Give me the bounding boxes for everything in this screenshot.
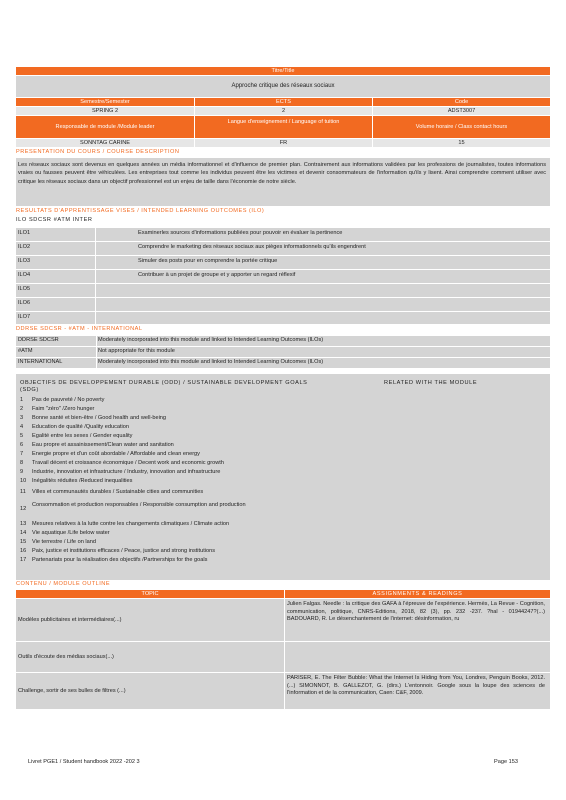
topic-text: Challenge, sortir de ses bulles de filtres (...) <box>18 688 126 694</box>
language-value: FR <box>195 139 372 147</box>
sdg-heading-right: RELATED WITH THE MODULE <box>384 380 478 386</box>
ddrse-code: #ATM <box>18 348 33 354</box>
sdg-item: 7 Energie propre et d'un coût abordable / Affordable and clean energy <box>20 451 200 457</box>
ilo-code: ILO3 <box>18 258 31 264</box>
sdg-heading-left: OBJECTIFS DE DEVELOPPEMENT DURABLE (ODD) / SUSTAINABLE DEVELOPMENT GOALS (SDG) <box>20 380 308 393</box>
ddrse-text: Moderately incorporated into this module and linked to Intended Learning Outcomes (ILOs) <box>98 337 324 343</box>
sdg-item: 15 Vie terrestre / Life on land <box>20 539 96 545</box>
assignments-header: ASSIGNMENTS & READINGS <box>285 590 550 598</box>
content-row <box>16 673 284 709</box>
reading-text: PARISER, E. The Filter Bubble: What the Internet Is Hiding from You, Londres, Penguin Books, 2012.(...) SIMONNOT, B. GALLEZOT, G. (dirs.) L'entonnoir. Google sous la loupe des sciences de l'information et de la communication, Caen: C&F, 2009. <box>287 675 545 697</box>
sdg-item: 11 Villes et communautés durables / Sustainable cities and communities <box>20 489 204 495</box>
sdg-item: 12Consommation et production responsables / Responsible consumption and production <box>20 502 246 512</box>
ilo-heading: RESULTATS D'APPRENTISSAGE VISES / INTENDED LEARNING OUTCOMES (ILO) <box>16 208 265 214</box>
ilo-row <box>16 270 550 283</box>
title-header: Titre/Title <box>16 67 550 75</box>
presentation-heading: PRESENTATION DU COURS / COURSE DESCRIPTION <box>16 149 180 155</box>
ilo-text: Contribuer à un projet de groupe et y apporter un regard réflexif <box>138 272 296 278</box>
sdg-item: 6 Eau propre et assainissement/Clean water and sanitation <box>20 442 174 448</box>
reading-cell <box>285 642 550 672</box>
semester-value: SPRING 2 <box>16 107 194 115</box>
ddrse-text: Not appropriate for this module <box>98 348 175 354</box>
sdg-item: 17 Partenariats pour la réalisation des objectifs /Partnerships for the goals <box>20 557 208 563</box>
ilo-code: ILO5 <box>18 286 31 292</box>
sdg-item: 2 Faim "zéro" /Zero hunger <box>20 406 95 412</box>
ilo-text: Simuler des posts pour en comprendre la portée critique <box>138 258 278 264</box>
sdg-item: 4 Education de qualité /Quality education <box>20 424 130 430</box>
reading-text: Julien Falgas. Needle : la critique des GAFA à l'épreuve de l'expérience. Hermès, La Revue - Cognition, communication, politique, CNRS-Editions, 2018, 82 (3), pp. 232 -237. ?hal - 01944247?(...) BADOUARD, R. Le désenchantement de l'internet: désinformation, ru <box>287 601 545 623</box>
presentation-box <box>16 158 550 206</box>
code-label: Code <box>373 98 550 106</box>
sdg-item: 1 Pas de pauvreté / No poverty <box>20 397 105 403</box>
ilo-code: ILO7 <box>18 314 31 320</box>
ilo-row <box>16 284 550 297</box>
content-heading: CONTENU / MODULE OUTLINE <box>16 581 111 587</box>
ilo-row <box>16 312 550 324</box>
code-value: ADST3007 <box>373 107 550 115</box>
sdg-item: 14 Vie aquatique /Life below water <box>20 530 110 536</box>
ilo-row <box>16 242 550 255</box>
ilo-column-divider <box>95 228 96 324</box>
topic-header: TOPIC <box>16 590 284 598</box>
reading-cell <box>285 673 550 709</box>
presentation-text: Les réseaux sociaux sont devenus en quelques années un média informationnel et d'influence de premier plan. Contrairement aux informations validées par les professions de journalistes, toutes informations vraies ou fausses peuvent être véhiculées. Les entreprises tout comme les individus peuvent être les victimes et devenir consommateurs de l'information qu'ils y lisent. Ainsi comprendre comment utiliser avec critique les réseaux sociaux dans un objectif professionnel est un enjeu de taille dans l'économie de notre siècle. <box>18 162 546 185</box>
course-title: Approche critique des réseaux sociaux <box>16 76 550 97</box>
content-row <box>16 642 284 672</box>
responsible-label: Responsable de module /Module leader <box>16 116 194 138</box>
ddrse-code: INTERNATIONAL <box>18 359 63 365</box>
footer-page-number: Page 153 <box>494 759 518 765</box>
ddrse-text: Moderately incorporated into this module and linked to Intended Learning Outcomes (ILOs) <box>98 359 324 365</box>
content-row <box>16 599 284 641</box>
ddrse-code: DDRSE SDCSR <box>18 337 59 343</box>
ilo-subheading: ILO SDCSR #ATM INTER <box>16 217 93 223</box>
ilo-code: ILO4 <box>18 272 31 278</box>
ddrse-column-divider <box>96 336 97 368</box>
ilo-code: ILO1 <box>18 230 31 236</box>
responsible-value: SONNTAG CARINE <box>16 139 194 147</box>
ddrse-heading: DDRSE SDCSR - #ATM - INTERNATIONAL <box>16 326 143 332</box>
footer-left: Livret PGE1 / Student handbook 2022 -202 3 <box>28 759 140 765</box>
language-label: Langue d'enseignement / Language of tuition <box>195 116 372 138</box>
semester-label: Semestre/Semester <box>16 98 194 106</box>
hours-value: 15 <box>373 139 550 147</box>
topic-text: Modèles publicitaires et intermédiaires(...) <box>18 617 122 623</box>
reading-cell <box>285 599 550 641</box>
sdg-item: 9 Industrie, innovation et infrastructure / Industry, innovation and infrastructure <box>20 469 221 475</box>
topic-text: Outils d'écoute des médias sociaux(...) <box>18 654 114 660</box>
ects-label: ECTS <box>195 98 372 106</box>
ects-value: 2 <box>195 107 372 115</box>
ilo-row <box>16 228 550 241</box>
sdg-item: 13 Mesures relatives à la lutte contre les changements climatiques / Climate action <box>20 521 230 527</box>
sdg-item: 10 Inégalités réduites /Reduced inequalities <box>20 478 133 484</box>
ilo-code: ILO2 <box>18 244 31 250</box>
sdg-item: 16 Paix, justice et institutions efficaces / Peace, justice and strong institutions <box>20 548 216 554</box>
ilo-row <box>16 256 550 269</box>
sdg-item: 5 Egalité entre les sexes / Gender equality <box>20 433 133 439</box>
sdg-item: 8 Travail décent et croissance économique / Decent work and economic growth <box>20 460 224 466</box>
ilo-code: ILO6 <box>18 300 31 306</box>
sdg-item: 3 Bonne santé et bien-être / Good health and well-being <box>20 415 167 421</box>
ilo-row <box>16 298 550 311</box>
ilo-text: Comprendre le marketing des réseaux sociaux aux pièges informationnels qu'ils engendrent <box>138 244 366 250</box>
hours-label: Volume horaire / Class contact hours <box>373 116 550 138</box>
ilo-text: Examinerles sources d'informations publiées pour pouvoir en évaluer la pertinence <box>138 230 343 236</box>
